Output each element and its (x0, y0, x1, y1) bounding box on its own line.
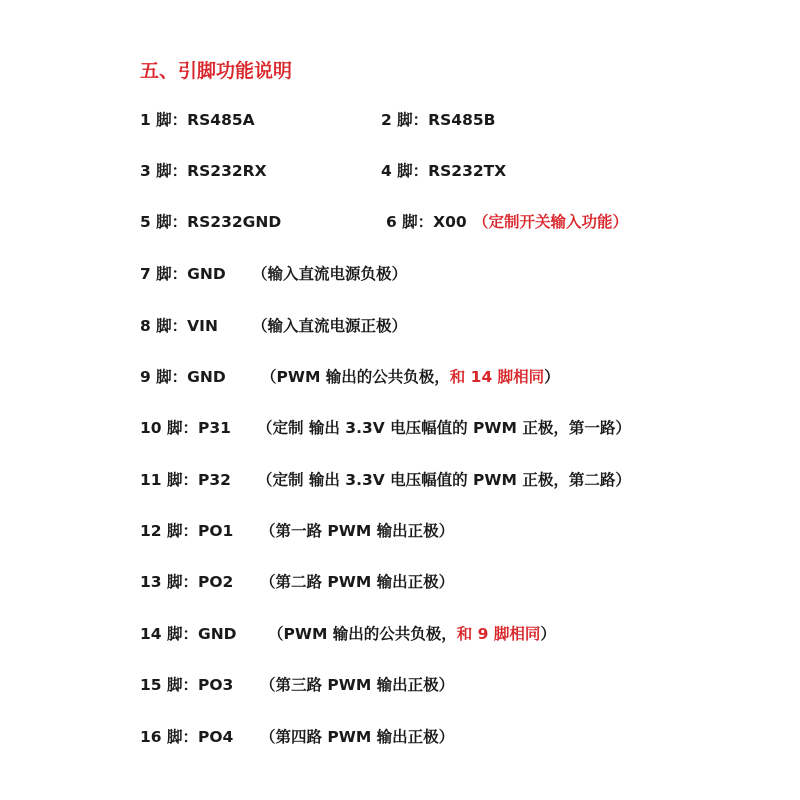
pin-14-note-close: ） (540, 625, 556, 643)
pin-9-note-text: （PWM 输出的公共负极， (261, 368, 450, 386)
pin-8-note: （输入直流电源正极） (252, 317, 408, 335)
pin-8: 8 脚：VIN (140, 317, 218, 335)
pin-11-note: （定制 输出 3.3V 电压幅值的 PWM 正极，第二路） (257, 471, 631, 489)
pin-1: 1 脚：RS485A (140, 111, 255, 129)
pin-13-note: （第二路 PWM 输出正极） (260, 573, 455, 591)
pin-6-note: （定制开关输入功能） (473, 213, 629, 231)
pin-11: 11 脚：P32 (140, 471, 231, 489)
pin-14-note (268, 621, 556, 647)
pin-10: 10 脚：P31 (140, 419, 231, 437)
pin-12-note: （第一路 PWM 输出正极） (260, 522, 455, 540)
pin-14-note-highlight: 和 9 脚相同 (456, 625, 541, 643)
pin-4: 4 脚：RS232TX (381, 162, 507, 180)
pin-14: 14 脚：GND (140, 625, 237, 643)
pin-7-note: （输入直流电源负极） (252, 265, 408, 283)
pin-10-note: （定制 输出 3.3V 电压幅值的 PWM 正极，第一路） (257, 419, 631, 437)
pin-9-note (261, 364, 560, 390)
pin-7: 7 脚：GND (140, 265, 226, 283)
pin-15-note: （第三路 PWM 输出正极） (260, 676, 455, 694)
pin-15: 15 脚：PO3 (140, 676, 234, 694)
section-title: 五、引脚功能说明 (140, 60, 293, 82)
pin-9-note-close: ） (544, 368, 560, 386)
pin-2: 2 脚：RS485B (381, 111, 496, 129)
pin-3: 3 脚：RS232RX (140, 162, 267, 180)
pin-9-note-highlight: 和 14 脚相同 (449, 368, 545, 386)
pin-9: 9 脚：GND (140, 368, 226, 386)
pin-6: 6 脚：X00 (386, 213, 467, 231)
pin-13: 13 脚：PO2 (140, 573, 234, 591)
pin-14-note-text: （PWM 输出的公共负极， (268, 625, 457, 643)
pin-12: 12 脚：PO1 (140, 522, 234, 540)
pin-16: 16 脚：PO4 (140, 728, 234, 746)
pin-5: 5 脚：RS232GND (140, 213, 282, 231)
pin-16-note: （第四路 PWM 输出正极） (260, 728, 455, 746)
